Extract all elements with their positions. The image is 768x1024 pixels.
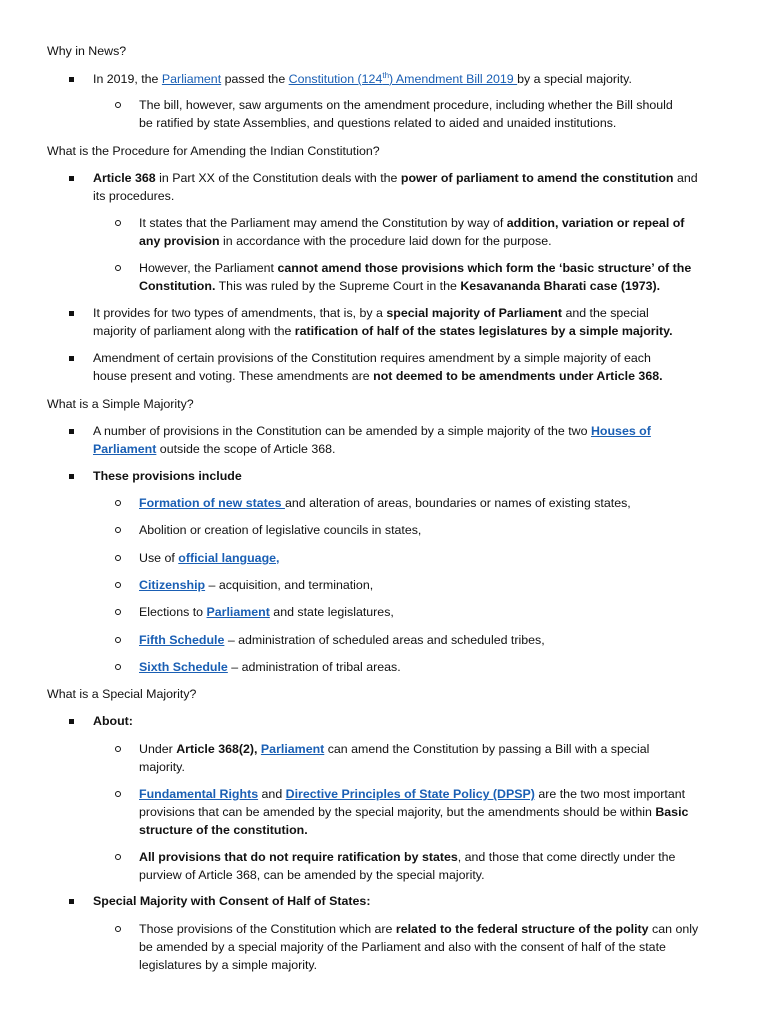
- circle-bullet-icon: [115, 527, 121, 533]
- sub-bullet-article-368-2-2: majority.: [139, 760, 185, 774]
- square-bullet-icon: [69, 311, 74, 316]
- circle-bullet-icon: [115, 854, 121, 860]
- circle-bullet-icon: [115, 582, 121, 588]
- citizenship-link[interactable]: Citizenship: [139, 578, 206, 592]
- provision-item: Use of official language,: [139, 551, 280, 565]
- provision-item: Citizenship – acquisition, and termination,: [139, 578, 374, 592]
- bullet-provisions-include: These provisions include: [93, 469, 242, 483]
- bullet-parliament-passed: In 2019, the Parliament passed the Constitution (124th) Amendment Bill 2019 by a special majority.: [93, 70, 632, 86]
- circle-bullet-icon: [115, 102, 121, 108]
- provision-item: Abolition or creation of legislative councils in states,: [139, 523, 422, 537]
- bullet-two-types-1: It provides for two types of amendments, that is, by a special majority of Parliament and the special: [93, 306, 649, 320]
- square-bullet-icon: [69, 474, 74, 479]
- bullet-two-types-2: majority of parliament along with the ratification of half of the states legislatures by a simple majority.: [93, 324, 673, 338]
- circle-bullet-icon: [115, 926, 121, 932]
- heading-simple-majority: What is a Simple Majority?: [47, 397, 194, 411]
- parliament-elections-link[interactable]: Parliament: [206, 605, 270, 619]
- circle-bullet-icon: [115, 637, 121, 643]
- dpsp-link[interactable]: Directive Principles of State Policy (DPSP): [285, 787, 535, 801]
- heading-special-majority: What is a Special Majority?: [47, 687, 197, 701]
- parliament-link[interactable]: Parliament: [260, 742, 325, 756]
- provision-item: Elections to Parliament and state legislatures,: [139, 605, 394, 619]
- sub-bullet-federal-structure-2: be amended by a special majority of the Parliament and also with the consent of half of the state: [139, 940, 666, 954]
- square-bullet-icon: [69, 77, 74, 82]
- fundamental-rights-link[interactable]: Fundamental Rights: [139, 787, 259, 801]
- square-bullet-icon: [69, 899, 74, 904]
- bullet-number-of-provisions-2: Parliament outside the scope of Article 368.: [93, 442, 336, 456]
- circle-bullet-icon: [115, 746, 121, 752]
- circle-bullet-icon: [115, 220, 121, 226]
- sub-bullet-basic-structure-2: Constitution. This was ruled by the Supreme Court in the Kesavananda Bharati case (1973).: [139, 279, 661, 293]
- square-bullet-icon: [69, 429, 74, 434]
- sub-bullet-states-1: It states that the Parliament may amend the Constitution by way of addition, variation or repeal of: [139, 216, 685, 230]
- sub-bullet-bill-arguments-2: be ratified by state Assemblies, and questions related to aided and unaided institutions.: [139, 116, 617, 130]
- sub-bullet-bill-arguments-1: The bill, however, saw arguments on the amendment procedure, including whether the Bill should: [139, 98, 673, 112]
- official-language-link[interactable]: official language,: [178, 551, 280, 565]
- bullet-article-368-2: its procedures.: [93, 189, 175, 203]
- sub-bullet-states-2: any provision in accordance with the procedure laid down for the purpose.: [139, 234, 552, 248]
- sub-bullet-no-ratification-1: All provisions that do not require ratification by states, and those that come directly under the: [139, 850, 676, 864]
- provision-item: Fifth Schedule – administration of scheduled areas and scheduled tribes,: [139, 633, 545, 647]
- circle-bullet-icon: [115, 791, 121, 797]
- constitution-amendment-bill-link[interactable]: Constitution (124th) Amendment Bill 2019: [288, 70, 518, 86]
- bullet-article-368-1: Article 368 in Part XX of the Constitution deals with the power of parliament to amend the constitution and: [93, 171, 698, 185]
- circle-bullet-icon: [115, 265, 121, 271]
- square-bullet-icon: [69, 176, 74, 181]
- formation-of-new-states-link[interactable]: Formation of new states: [139, 496, 285, 510]
- sub-bullet-fundamental-rights-3: structure of the constitution.: [139, 823, 308, 837]
- sub-bullet-article-368-2-1: Under Article 368(2), Parliament can amend the Constitution by passing a Bill with a special: [139, 742, 650, 756]
- sub-bullet-federal-structure-3: legislatures by a simple majority.: [139, 958, 318, 972]
- bullet-about: About:: [93, 714, 133, 728]
- sub-bullet-basic-structure-1: However, the Parliament cannot amend those provisions which form the ‘basic structure’ of the: [139, 261, 692, 275]
- square-bullet-icon: [69, 356, 74, 361]
- provision-item: Sixth Schedule – administration of tribal areas.: [139, 660, 401, 674]
- square-bullet-icon: [69, 719, 74, 724]
- circle-bullet-icon: [115, 664, 121, 670]
- parliament-link[interactable]: Parliament: [161, 72, 222, 86]
- sub-bullet-fundamental-rights-1: Fundamental Rights and Directive Principles of State Policy (DPSP) are the two most important: [139, 787, 686, 801]
- circle-bullet-icon: [115, 500, 121, 506]
- sixth-schedule-link[interactable]: Sixth Schedule: [139, 660, 228, 674]
- provision-item: Formation of new states and alteration of areas, boundaries or names of existing states,: [139, 496, 631, 510]
- sub-bullet-no-ratification-2: purview of Article 368, can be amended by the special majority.: [139, 868, 485, 882]
- bullet-number-of-provisions-1: A number of provisions in the Constitution can be amended by a simple majority of the two Houses of: [93, 424, 651, 438]
- heading-why-in-news: Why in News?: [47, 44, 127, 58]
- circle-bullet-icon: [115, 609, 121, 615]
- houses-of-parliament-link-cont[interactable]: Parliament: [93, 442, 157, 456]
- bullet-special-majority-states: Special Majority with Consent of Half of States:: [93, 894, 371, 908]
- sub-bullet-federal-structure-1: Those provisions of the Constitution which are related to the federal structure of the polity can only: [139, 922, 699, 936]
- sub-bullet-fundamental-rights-2: provisions that can be amended by the special majority, but the amendments should be within Basic: [139, 805, 689, 819]
- houses-of-parliament-link[interactable]: Houses of: [590, 424, 651, 438]
- heading-procedure: What is the Procedure for Amending the Indian Constitution?: [47, 144, 380, 158]
- fifth-schedule-link[interactable]: Fifth Schedule: [139, 633, 225, 647]
- bullet-simple-majority-amendment-1: Amendment of certain provisions of the Constitution requires amendment by a simple majority of each: [93, 351, 651, 365]
- circle-bullet-icon: [115, 555, 121, 561]
- bullet-simple-majority-amendment-2: house present and voting. These amendments are not deemed to be amendments under Article 368.: [93, 369, 663, 383]
